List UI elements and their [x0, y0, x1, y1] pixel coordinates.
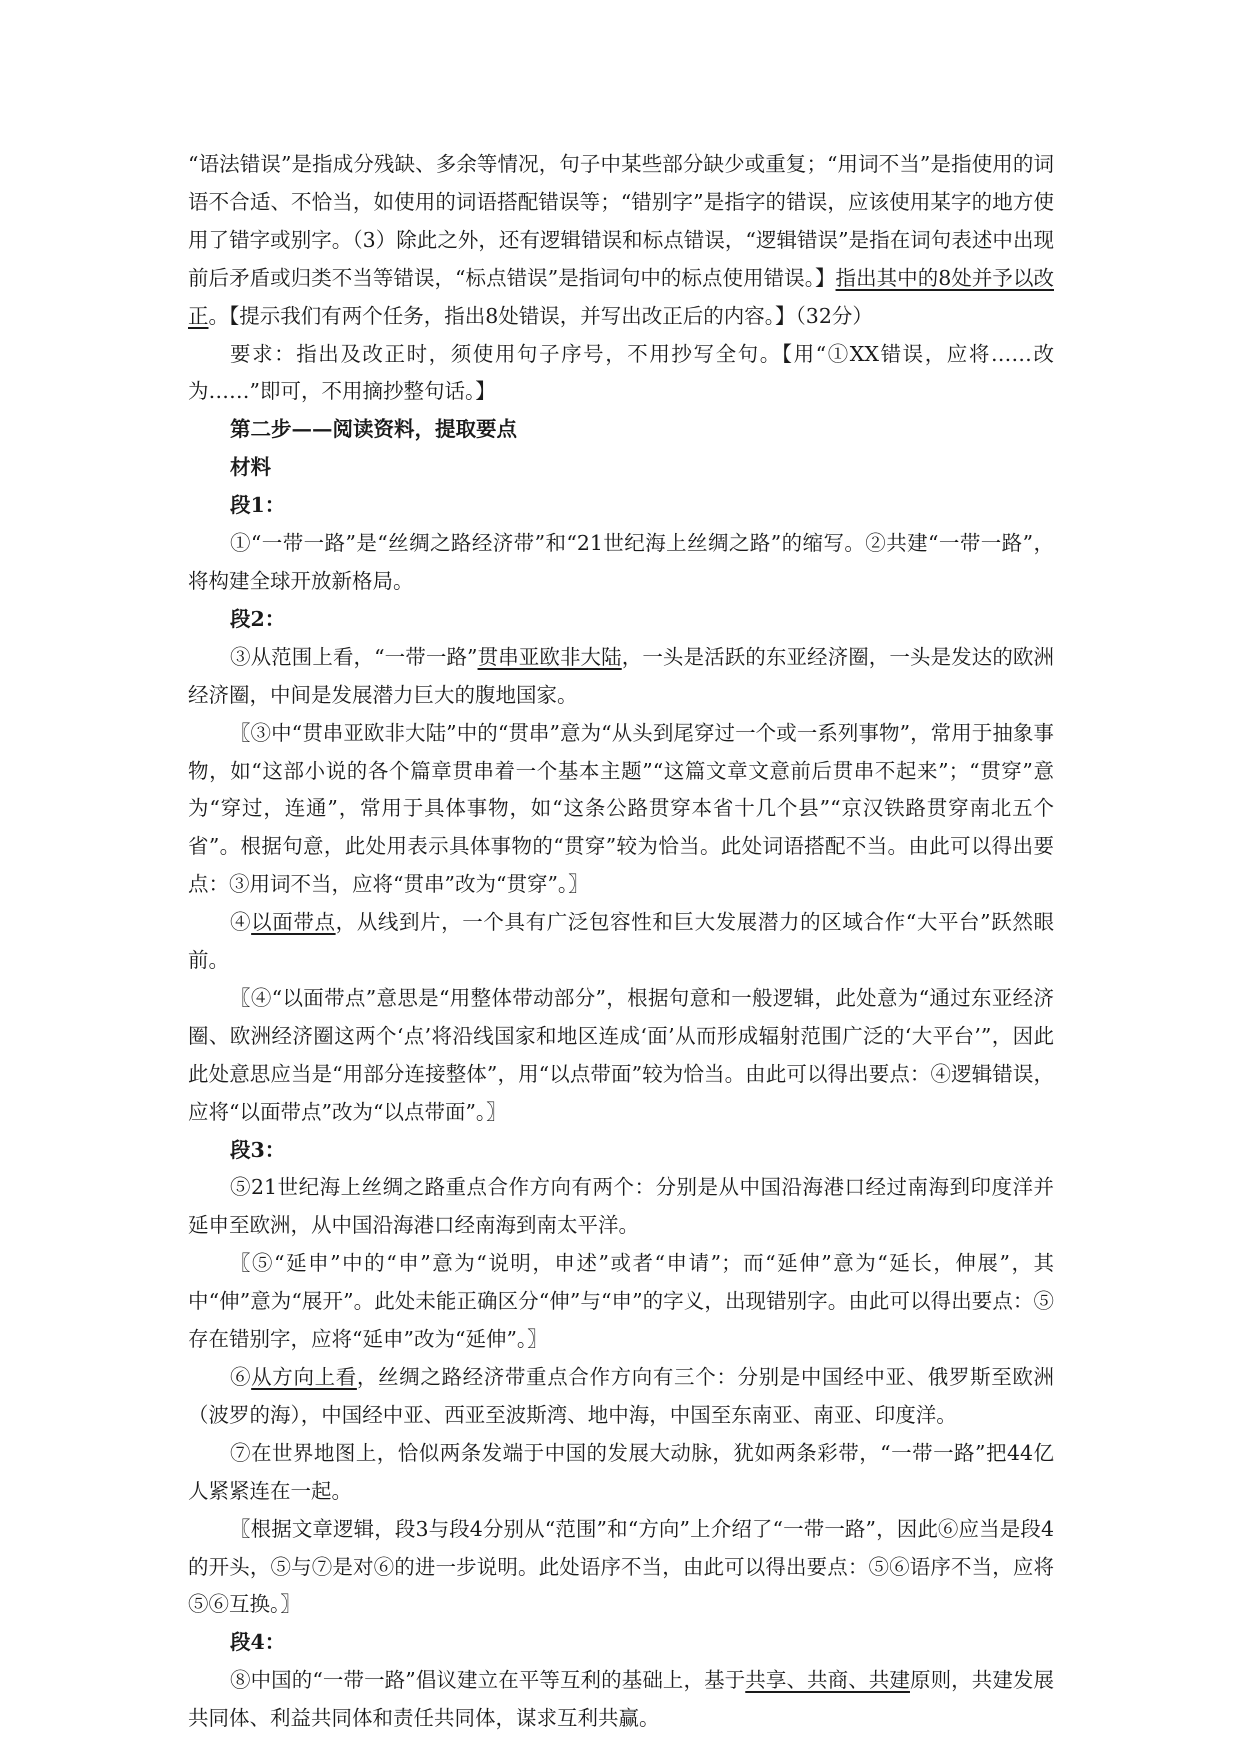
section-heading: 段4：	[230, 1630, 286, 1655]
underlined-text: 贯串亚欧非大陆	[477, 644, 622, 669]
text-run: ⑦在世界地图上，恰似两条发端于中国的发展大动脉，犹如两条彩带，“一带一路”把44亿人紧紧连在一起。	[188, 1440, 1054, 1503]
paragraph	[188, 1359, 1054, 1435]
section-heading: 材料	[230, 455, 271, 480]
text-run: “语法错误”是指成分残缺、多余等情况，句子中某些部分缺少或重复；“用词不当”是指使用的词语不合适、不恰当，如使用的词语搭配错误等；“错别字”是指字的错误，应该使用某字的地方使用了错字或别字。（3）除此之外，还有逻辑错误和标点错误，“逻辑错误”是指在词句表述中出现前后矛盾或归类不当等错误，“标点错误”是指词句中的标点使用错误。】	[188, 152, 1054, 290]
section-heading: 段2：	[230, 606, 286, 631]
underlined-text: 以面带点	[251, 910, 336, 935]
text-run: ⑤21世纪海上丝绸之路重点合作方向有两个：分别是从中国沿海港口经过南海到印度洋并延申至欧洲，从中国沿海港口经南海到南太平洋。	[188, 1175, 1054, 1238]
document-page	[188, 146, 1054, 1738]
paragraph	[188, 715, 1054, 905]
text-run: 原则，共建发展共同体、利益共同体和责任共同体，谋求互利共赢。	[188, 1668, 1055, 1731]
text-run: ，从线到片，一个具有广泛包容性和巨大发展潜力的区域合作“大平台”跃然眼前。	[188, 910, 1055, 973]
paragraph	[188, 980, 1054, 1132]
underlined-text: 共享、共商、共建	[745, 1668, 910, 1693]
underlined-text: 从方向上看	[251, 1365, 357, 1389]
paragraph	[188, 1245, 1054, 1359]
text-run: ，一头是活跃的东亚经济圈，一头是发达的欧洲经济圈，中间是发展潜力巨大的腹地国家。	[188, 644, 1055, 707]
paragraph	[188, 1662, 1054, 1738]
text-run: 要求：指出及改正时，须使用句子序号，不用抄写全句。【用“①XX错误，应将……改为……”即可，不用摘抄整句话。】	[188, 341, 1054, 404]
text-run: 〖根据文章逻辑，段3与段4分别从“范围”和“方向”上介绍了“一带一路”，因此⑥应当是段4的开头，⑤与⑦是对⑥的进一步说明。此处语序不当，由此可以得出要点：⑤⑥语序不当，应将⑤⑥互换。〗	[188, 1516, 1054, 1617]
paragraph	[188, 146, 1054, 336]
paragraph	[188, 639, 1054, 715]
paragraph	[188, 1169, 1054, 1245]
text-run: 〖③中“贯串亚欧非大陆”中的“贯串”意为“从头到尾穿过一个或一系列事物”，常用于抽象事物，如“这部小说的各个篇章贯串着一个基本主题”“这篇文章文意前后贯串不起来”；“贯穿”意为“穿过，连通”，常用于具体事物，如“这条公路贯穿本省十几个县”“京汉铁路贯穿南北五个省”。根据句意，此处用表示具体事物的“贯穿”较为恰当。此处词语搭配不当。由此可以得出要点：③用词不当，应将“贯串”改为“贯穿”。〗	[188, 720, 1054, 897]
paragraph	[188, 525, 1054, 601]
text-run: ③从范围上看，“一带一路”	[230, 644, 478, 669]
text-run: 〖④“以面带点”意思是“用整体带动部分”，根据句意和一般逻辑，此处意为“通过东亚经济圈、欧洲经济圈这两个‘点’将沿线国家和地区连成‘面’从而形成辐射范围广泛的‘大平台’”，因此此处意思应当是“用部分连接整体”，用“以点带面”较为恰当。由此可以得出要点：④逻辑错误，应将“以面带点”改为“以点带面”。〗	[188, 985, 1054, 1124]
paragraph	[188, 1511, 1054, 1625]
text-run: 。【提示我们有两个任务，指出8处错误，并写出改正后的内容。】（32分）	[208, 303, 873, 328]
paragraph	[188, 1435, 1054, 1511]
text-run: ⑥	[230, 1365, 252, 1389]
text-run: ④	[230, 910, 252, 935]
underlined-text: 指出其中的8处并予以改正	[188, 265, 1054, 328]
paragraph	[188, 904, 1054, 980]
section-heading: 段1：	[230, 493, 286, 518]
text-run: ⑧中国的“一带一路”倡议建立在平等互利的基础上，基于	[230, 1668, 746, 1693]
text-run: 〖⑤“延申”中的“申”意为“说明，申述”或者“申请”；而“延伸”意为“延长，伸展”，其中“伸”意为“展开”。此处未能正确区分“伸”与“申”的字义，出现错别字。由此可以得出要点：⑤存在错别字，应将“延申”改为“延伸”。〗	[188, 1251, 1054, 1352]
text-run: ①“一带一路”是“丝绸之路经济带”和“21世纪海上丝绸之路”的缩写。②共建“一带一路”，将构建全球开放新格局。	[188, 531, 1054, 593]
section-heading: 第二步——阅读资料，提取要点	[230, 417, 517, 442]
paragraph	[188, 336, 1054, 412]
section-heading: 段3：	[230, 1137, 286, 1162]
text-run: ，丝绸之路经济带重点合作方向有三个：分别是中国经中亚、俄罗斯至欧洲（波罗的海），中国经中亚、西亚至波斯湾、地中海，中国至东南亚、南亚、印度洋。	[188, 1365, 1055, 1427]
